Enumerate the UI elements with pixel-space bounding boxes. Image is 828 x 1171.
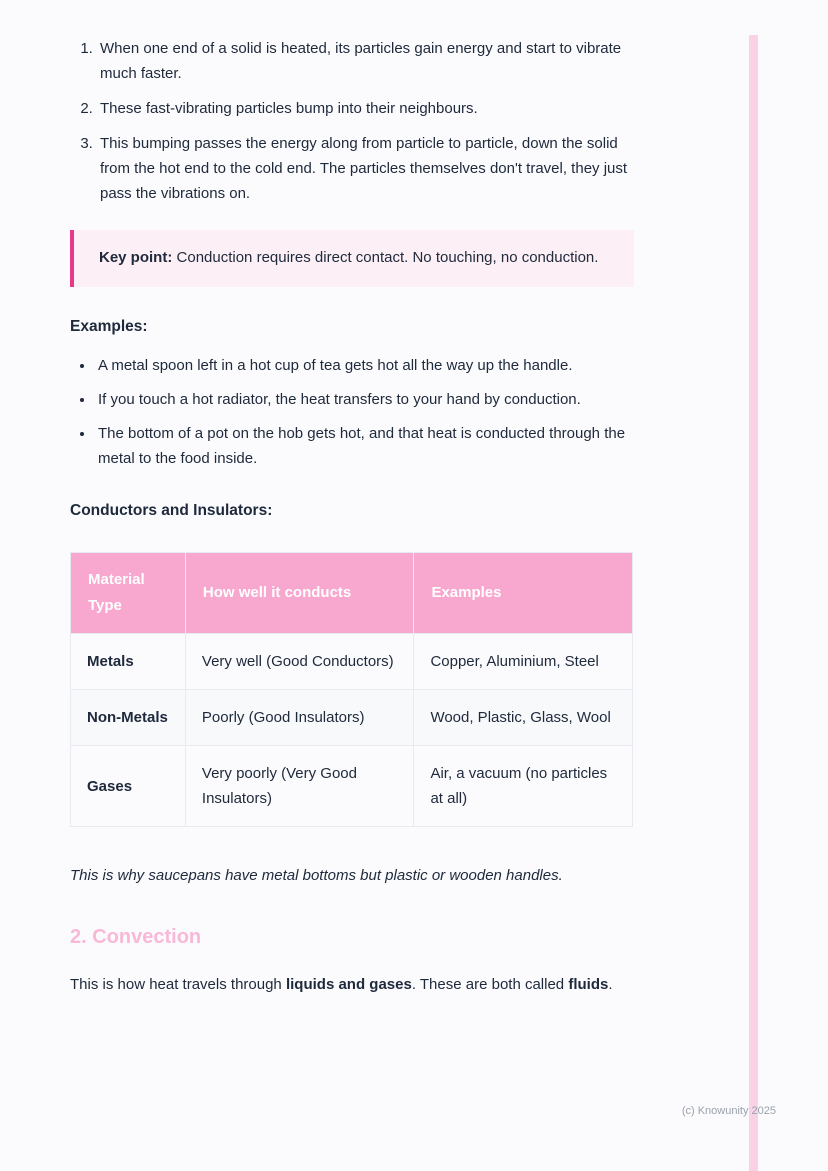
key-point-callout: [70, 230, 634, 287]
document-content: [70, 36, 634, 998]
intro-bold-liquids-gases: liquids and gases: [285, 976, 412, 993]
table-cell: Poorly (Good Insulators): [185, 690, 414, 746]
intro-bold-fluids: fluids: [568, 976, 609, 993]
key-point-body: Conduction requires direct contact. No touching, no conduction.: [176, 249, 599, 266]
list-item: 3. This bumping passes the energy along from particle to particle, down the solid from the hot end to the cold end. The particles themselves don't travel, they just pass the vibrations on.: [97, 131, 634, 206]
key-point-text: [99, 245, 614, 271]
list-item: • A metal spoon left in a hot cup of tea gets hot all the way up the handle.: [95, 353, 634, 378]
examples-list: [95, 353, 634, 471]
table-cell: [71, 746, 186, 827]
material-name: Non-Metals: [87, 709, 168, 726]
table-header-row: [71, 553, 633, 634]
examples-heading: Examples:: [70, 318, 148, 335]
table-row: [71, 746, 633, 827]
table-cell: Air, a vacuum (no particles at all): [414, 746, 633, 827]
list-item: • The bottom of a pot on the hob gets hot, and that heat is conducted through the metal to the food inside.: [95, 421, 634, 471]
table-row: [71, 634, 633, 690]
table-cell: Very well (Good Conductors): [185, 634, 414, 690]
conduction-steps-list: [97, 36, 634, 206]
page-edge-stripe: [749, 35, 758, 1171]
table-cell: Copper, Aluminium, Steel: [414, 634, 633, 690]
table-row: [71, 690, 633, 746]
material-name: Metals: [87, 653, 134, 670]
conductors-insulators-heading: Conductors and Insulators:: [70, 502, 273, 519]
table-cell: Wood, Plastic, Glass, Wool: [414, 690, 633, 746]
conductors-table: [70, 552, 633, 827]
table-header-material-type: Material Type: [71, 553, 186, 634]
table-header-examples: Examples: [414, 553, 633, 634]
saucepan-note: This is why saucepans have metal bottoms but plastic or wooden handles.: [70, 867, 563, 884]
list-item: 2. These fast-vibrating particles bump into their neighbours.: [97, 96, 634, 121]
convection-intro: [70, 972, 634, 998]
intro-text: This is how heat travels through: [70, 976, 286, 993]
material-name: Gases: [87, 777, 133, 795]
convection-section-heading: 2. Convection: [70, 926, 202, 948]
copyright-footer: (c) Knowunity 2025: [681, 1105, 776, 1117]
table-header: [71, 553, 633, 634]
table-cell: [71, 690, 186, 746]
list-item: • If you touch a hot radiator, the heat transfers to your hand by conduction.: [95, 387, 634, 412]
table-body: [71, 634, 633, 827]
list-item: 1. When one end of a solid is heated, its particles gain energy and start to vibrate much faster.: [97, 36, 634, 86]
intro-text: . These are both called: [411, 976, 569, 993]
table-cell: [71, 634, 186, 690]
table-cell: Very poorly (Very Good Insulators): [185, 746, 414, 827]
key-point-label: Key point:: [99, 249, 173, 266]
table-header-how-well: How well it conducts: [185, 553, 414, 634]
intro-text: .: [608, 976, 613, 993]
